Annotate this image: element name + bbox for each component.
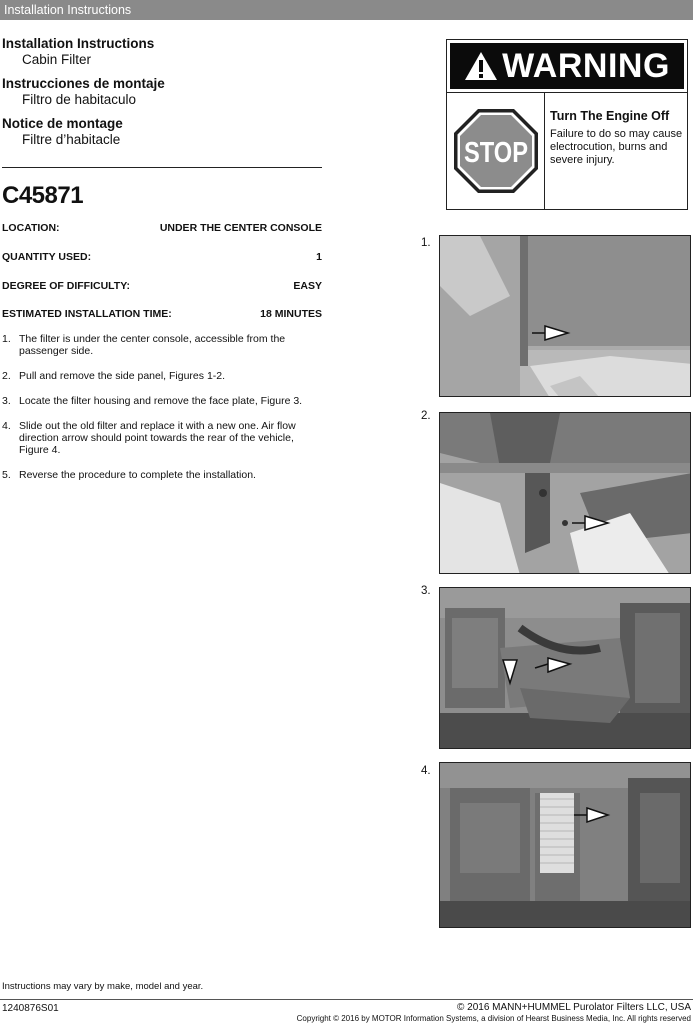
copyright-line-1: © 2016 MANN+HUMMEL Purolator Filters LLC, USA <box>456 1002 691 1013</box>
warning-triangle-icon <box>464 51 498 81</box>
spec-value: EASY <box>293 280 322 292</box>
step-number: 2. <box>2 370 11 382</box>
figure-label: 2. <box>421 410 431 422</box>
copyright-line-2: Copyright © 2016 by MOTOR Information Systems, a division of Hearst Business Media, Inc. All rights reserved <box>296 1014 691 1023</box>
title-sub: Filtre d’habitacle <box>22 132 121 147</box>
part-number: C45871 <box>2 182 84 209</box>
spec-label: ESTIMATED INSTALLATION TIME: <box>2 308 172 320</box>
spec-label: QUANTITY USED: <box>2 251 92 263</box>
step-number: 5. <box>2 469 11 481</box>
spec-label: LOCATION: <box>2 222 60 234</box>
step-text: Locate the filter housing and remove the face plate, Figure 3. <box>19 395 303 407</box>
title-main: Installation Instructions <box>2 36 155 51</box>
figure-1-photo <box>439 235 691 397</box>
step-text: The filter is under the center console, accessible from the passenger side. <box>19 333 286 357</box>
divider <box>2 167 322 168</box>
step-item <box>2 333 322 357</box>
title-sub: Filtro de habitaculo <box>22 92 137 107</box>
step-number: 4. <box>2 420 11 432</box>
figure-label: 3. <box>421 585 431 597</box>
warning-heading: WARNING <box>502 46 670 85</box>
warning-text <box>545 93 687 209</box>
figure-2-photo <box>439 412 691 574</box>
title-main: Instrucciones de montaje <box>2 76 165 91</box>
title-sub: Cabin Filter <box>22 52 92 67</box>
header-bar <box>0 0 693 20</box>
header-bar-title: Installation Instructions <box>4 3 132 17</box>
title-main: Notice de montage <box>2 116 123 131</box>
step-item <box>2 420 322 456</box>
step-text: Reverse the procedure to complete the installation. <box>19 469 256 481</box>
step-number: 3. <box>2 395 11 407</box>
step-item <box>2 370 322 382</box>
step-text: Pull and remove the side panel, Figures 1-2. <box>19 370 226 382</box>
warning-description: Failure to do so may cause electrocution, burns and severe injury. <box>550 128 683 166</box>
figure-label: 1. <box>421 237 431 249</box>
spec-difficulty <box>2 280 322 292</box>
spec-value: 1 <box>316 251 322 263</box>
stop-sign-text: STOP <box>463 137 528 169</box>
figure-4-image <box>440 763 691 928</box>
warning-box <box>446 39 688 210</box>
stop-sign-cell <box>447 93 545 209</box>
copyright-block <box>297 1002 691 1023</box>
step-item <box>2 395 322 407</box>
warning-header <box>447 40 687 92</box>
step-item <box>2 469 322 481</box>
instruction-steps <box>2 333 322 494</box>
spec-location <box>2 222 322 234</box>
title-english <box>2 36 322 68</box>
warning-body <box>447 92 687 209</box>
figure-2-image <box>440 413 691 574</box>
title-spanish <box>2 76 322 108</box>
spec-value: 18 MINUTES <box>260 308 322 320</box>
figure-3-photo <box>439 587 691 749</box>
disclaimer-note: Instructions may vary by make, model and year. <box>2 981 204 992</box>
document-number: 1240876S01 <box>2 1003 59 1014</box>
spec-quantity <box>2 251 322 263</box>
step-number: 1. <box>2 333 11 345</box>
spec-label: DEGREE OF DIFFICULTY: <box>2 280 130 292</box>
step-text: Slide out the old filter and replace it with a new one. Air flow direction arrow should point towards the rear of the vehicle, Figure 4. <box>19 420 296 456</box>
title-french <box>2 116 322 148</box>
spec-time <box>2 308 322 320</box>
footer-divider <box>0 999 693 1000</box>
figure-4-photo <box>439 762 691 928</box>
stop-sign-icon <box>452 107 540 195</box>
figure-label: 4. <box>421 765 431 777</box>
figure-3-image <box>440 588 691 749</box>
warning-title: Turn The Engine Off <box>550 109 670 123</box>
spec-value: UNDER THE CENTER CONSOLE <box>159 222 322 234</box>
figure-1-image <box>440 236 691 397</box>
title-block <box>2 36 322 156</box>
